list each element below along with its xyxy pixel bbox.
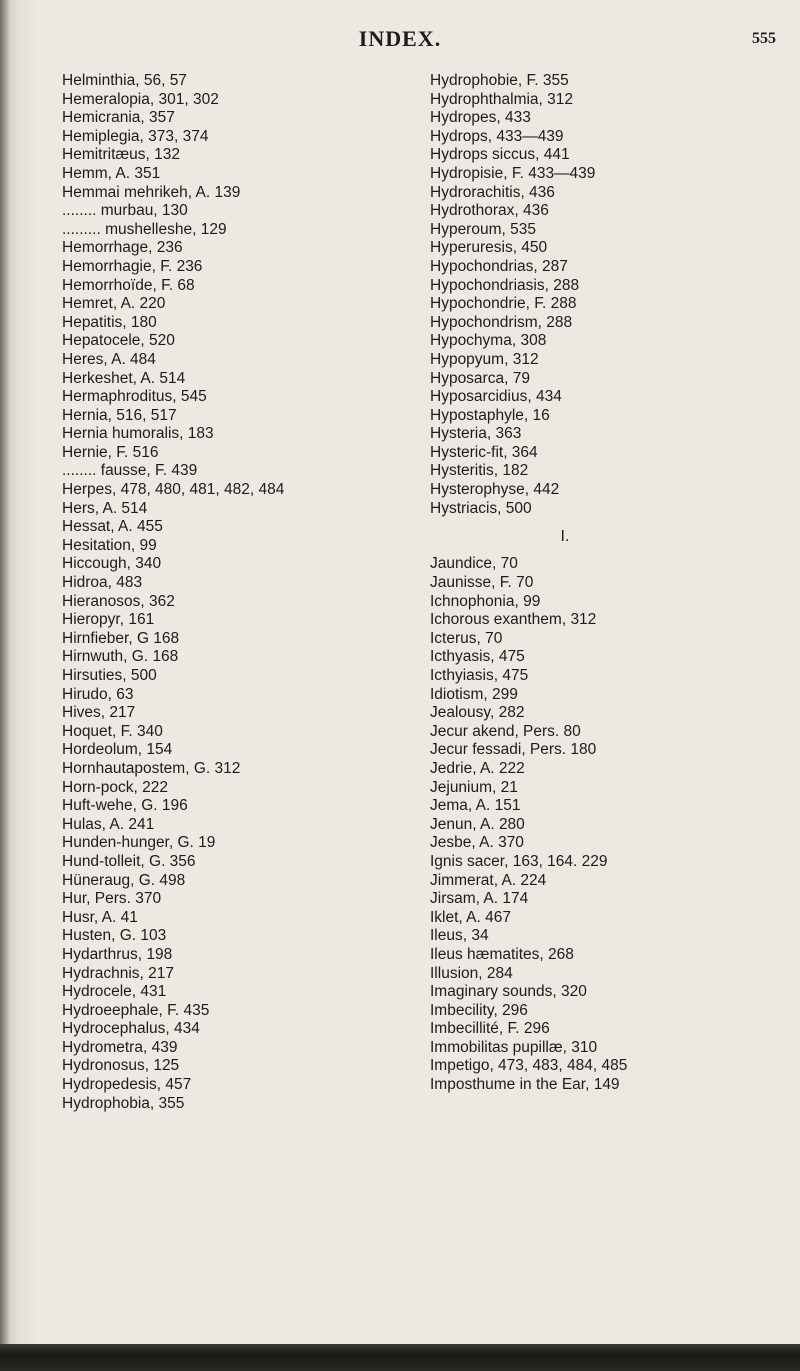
index-entry: Hemorrhoïde, F. 68	[62, 276, 195, 294]
index-entry: Hyperoum, 535	[430, 220, 536, 238]
index-entry: Heres, A. 484	[62, 350, 156, 368]
index-entry: Imaginary sounds, 320	[430, 983, 587, 1001]
index-entry: Hemicrania, 357	[62, 109, 175, 127]
index-entry: Hypopyum, 312	[430, 350, 539, 368]
index-entry: Ignis sacer, 163, 164. 229	[430, 852, 608, 870]
index-entry: Hessat, A. 455	[62, 518, 163, 536]
index-entry: Ichnophonia, 99	[430, 592, 541, 610]
index-entry: Horn-pock, 222	[62, 778, 168, 796]
index-entry: Icthyiasis, 475	[430, 667, 529, 684]
index-entry: Icthyasis, 475	[430, 648, 525, 666]
index-entry: Hulas, A. 241	[62, 815, 155, 833]
index-entry: Hyposarcidius, 434	[430, 388, 562, 406]
index-entry: Hypochondrie, F. 288	[430, 295, 577, 313]
index-entry: Imposthume in the Ear, 149	[430, 1076, 620, 1094]
index-entry: Jealousy, 282	[430, 704, 525, 722]
index-entry: Hemeralopia, 301, 302	[62, 90, 219, 108]
index-entry: Hysteria, 363	[430, 425, 522, 443]
index-entry: Hydrothorax, 436	[430, 202, 549, 220]
index-entry: Hysterophyse, 442	[430, 481, 560, 499]
page-bottom-edge	[0, 1344, 800, 1371]
index-entry: Jejunium, 21	[430, 778, 518, 796]
index-entry: Jecur akend, Pers. 80	[430, 722, 581, 740]
index-entry: Hernia, 516, 517	[62, 406, 177, 424]
index-entry: Imbecillité, F. 296	[430, 1020, 550, 1038]
index-entry: Hydrophthalmia, 312	[430, 90, 574, 108]
index-entry: Hidroa, 483	[62, 574, 143, 592]
index-entry: Jesbe, A. 370	[430, 834, 524, 852]
index-entry: Hypochyma, 308	[430, 332, 547, 350]
index-entry: Jirsam, A. 174	[430, 890, 529, 908]
index-entry: Hysteric-fit, 364	[430, 443, 538, 461]
book-spine-edge	[0, 0, 10, 1371]
index-entry: Hirsuties, 500	[62, 667, 157, 684]
section-letter: I.	[560, 528, 570, 546]
index-entry: Husten, G. 103	[62, 927, 167, 945]
index-entry: Hornhautapostem, G. 312	[62, 759, 241, 777]
index-entry: Hüneraug, G. 498	[62, 871, 186, 889]
page-number: 555	[752, 30, 776, 47]
index-entry: Hydrachnis, 217	[62, 964, 175, 982]
index-entry: Hydrophobie, F. 355	[430, 72, 569, 89]
index-entry: Jema, A. 151	[430, 797, 521, 815]
index-entry: Hydropes, 433	[430, 109, 531, 127]
index-entry: Hemorrhage, 236	[62, 239, 183, 257]
index-entry: Jenun, A. 280	[430, 815, 525, 833]
index-entry: Hirnfieber, G 168	[62, 629, 180, 647]
index-entry: Herkeshet, A. 514	[62, 369, 186, 387]
index-entry: Jaunisse, F. 70	[430, 574, 534, 592]
index-entry: Hirudo, 63	[62, 685, 134, 703]
index-entry: Imbecility, 296	[430, 1001, 528, 1019]
index-entry: ........ fausse, F. 439	[62, 462, 198, 480]
index-entry: Helminthia, 56, 57	[62, 72, 187, 89]
index-entry: Ileus hæmatites, 268	[430, 945, 574, 963]
index-entry: Iklet, A. 467	[430, 908, 511, 926]
index-entry: Hystriacis, 500	[430, 499, 532, 517]
index-entry: Hieropyr, 161	[62, 611, 155, 629]
index-entry: Hydarthrus, 198	[62, 945, 173, 963]
index-entry: Hydrops, 433—439	[430, 127, 564, 145]
index-entry: ........ murbau, 130	[62, 202, 188, 220]
index-entry: Illusion, 284	[430, 964, 513, 982]
index-entry: Hers, A. 514	[62, 499, 148, 517]
page-title: INDEX.	[358, 26, 442, 51]
index-entry: Jaundice, 70	[430, 555, 518, 573]
index-entry: Jedrie, A. 222	[430, 759, 525, 777]
index-column-right	[430, 72, 780, 1095]
index-entry: Hiccough, 340	[62, 555, 162, 573]
index-entry: Hernia humoralis, 183	[62, 425, 214, 443]
index-entry: Hieranosos, 362	[62, 592, 175, 610]
index-entry: Hydronosus, 125	[62, 1057, 180, 1075]
index-entry: Hydrops siccus, 441	[430, 146, 570, 164]
index-entry: Hydropisie, F. 433—439	[430, 164, 596, 182]
index-entry: Hoquet, F. 340	[62, 722, 163, 740]
index-entry: Hemorrhagie, F. 236	[62, 257, 203, 275]
index-entry: Hunden-hunger, G. 19	[62, 834, 216, 852]
index-entry: Hesitation, 99	[62, 536, 157, 554]
index-entry: Hysteritis, 182	[430, 462, 529, 480]
index-entry: ......... mushelleshe, 129	[62, 220, 227, 238]
index-entry: Hemret, A. 220	[62, 295, 166, 313]
index-entry: Ichorous exanthem, 312	[430, 611, 597, 629]
index-entry: Hermaphroditus, 545	[62, 388, 207, 406]
index-entry: Idiotism, 299	[430, 685, 518, 703]
index-entry: Hypochondriasis, 288	[430, 276, 580, 294]
index-entry: Ileus, 34	[430, 927, 489, 945]
index-entry: Hydroeephale, F. 435	[62, 1001, 210, 1019]
index-entry: Hydrocele, 431	[62, 983, 167, 1001]
index-entry: Hemitritæus, 132	[62, 146, 181, 164]
index-column-left	[62, 72, 402, 1113]
index-entry: Hemiplegia, 373, 374	[62, 127, 209, 145]
index-entry: Hives, 217	[62, 704, 136, 722]
index-entry: Hepatitis, 180	[62, 313, 157, 331]
index-entry: Hund-tolleit, G. 356	[62, 852, 196, 870]
index-entry: Herpes, 478, 480, 481, 482, 484	[62, 481, 285, 499]
index-entry: Hydrophobia, 355	[62, 1094, 185, 1112]
index-entry: Hypostaphyle, 16	[430, 406, 550, 424]
index-entry: Hemm, A. 351	[62, 164, 161, 182]
index-entry: Hypochondrias, 287	[430, 257, 568, 275]
index-entry: Hydrocephalus, 434	[62, 1020, 200, 1038]
index-entry: Jimmerat, A. 224	[430, 871, 547, 889]
index-entry: Hernie, F. 516	[62, 443, 159, 461]
index-entry: Hur, Pers. 370	[62, 890, 162, 908]
index-entry: Hirnwuth, G. 168	[62, 648, 179, 666]
index-entry: Husr, A. 41	[62, 908, 138, 926]
index-entry: Hypochondrism, 288	[430, 313, 573, 331]
index-entry: Hemmai mehrikeh, A. 139	[62, 183, 241, 201]
index-entry: Hydrorachitis, 436	[430, 183, 555, 201]
index-entry: Hyposarca, 79	[430, 369, 530, 387]
index-entry: Huft-wehe, G. 196	[62, 797, 188, 815]
index-entry: Hydrometra, 439	[62, 1038, 178, 1056]
index-entry: Immobilitas pupillæ, 310	[430, 1038, 598, 1056]
index-entry: Hydropedesis, 457	[62, 1076, 192, 1094]
index-entry: Hyperuresis, 450	[430, 239, 548, 257]
index-entry: Hepatocele, 520	[62, 332, 175, 350]
index-entry: Jecur fessadi, Pers. 180	[430, 741, 597, 759]
index-entry: Impetigo, 473, 483, 484, 485	[430, 1057, 628, 1075]
index-entry: Hordeolum, 154	[62, 741, 173, 759]
index-entry: Icterus, 70	[430, 629, 503, 647]
